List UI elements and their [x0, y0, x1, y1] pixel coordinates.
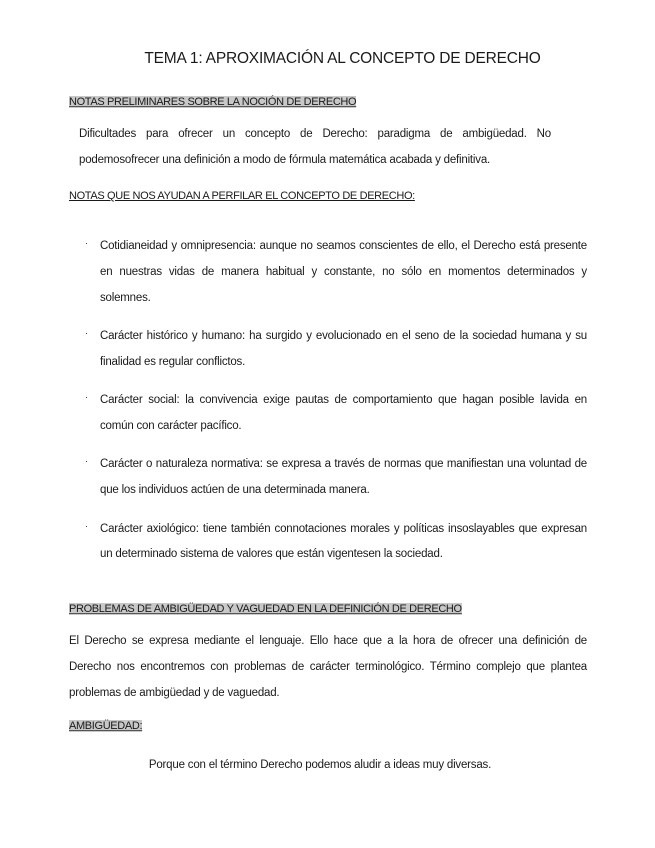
list-item	[85, 388, 587, 440]
paragraph-problemas: El Derecho se expresa mediante el lenguaje. Ello hace que a la hora de ofrecer una definición de Derecho nos encontremos con problemas de carácter terminológico. Término complejo que plantea problemas de ambigüedad y de vaguedad.	[69, 635, 587, 699]
section-heading-ambiguedad	[69, 718, 142, 734]
section-heading-notas: NOTAS QUE NOS AYUDAN A PERFILAR EL CONCEPTO DE DERECHO:	[69, 190, 415, 202]
highlighted-heading-text: AMBIGÜEDAD:	[69, 720, 143, 732]
section-heading-problemas	[69, 601, 462, 617]
bullet-icon: ·	[85, 327, 88, 338]
list-item-text: Carácter histórico y humano: ha surgido y evolucionado en el seno de la sociedad humana y su finalidad es regular conflictos.	[100, 329, 587, 368]
paragraph-preliminares: Dificultades para ofrecer un concepto de Derecho: paradigma de ambigüedad. No podemosofrecer una definición a modo de fórmula matemática acabada y definitiva.	[79, 128, 551, 166]
list-item-text: Cotidianeidad y omnipresencia: aunque no seamos conscientes de ello, el Derecho está presente en nuestras vidas de manera habitual y constante, no sólo en momentos determinados y solemnes.	[100, 240, 587, 304]
page-title: TEMA 1: APROXIMACIÓN AL CONCEPTO DE DERECHO	[144, 50, 541, 67]
list-item-text: Carácter o naturaleza normativa: se expresa a través de normas que manifiestan una voluntad de que los individuos actúen de una determinada manera.	[100, 458, 587, 497]
section-heading-preliminares	[69, 94, 356, 110]
list-item	[85, 517, 587, 569]
notes-bullet-list	[85, 234, 587, 581]
bullet-icon: ·	[85, 392, 88, 403]
list-item	[85, 452, 587, 504]
bullet-icon: ·	[85, 520, 88, 531]
highlighted-heading-text: NOTAS PRELIMINARES SOBRE LA NOCIÓN DE DERECHO	[69, 96, 357, 108]
paragraph-ambiguedad: Porque con el término Derecho podemos aludir a ideas muy diversas.	[148, 759, 492, 771]
highlighted-heading-text: PROBLEMAS DE AMBIGÜEDAD Y VAGUEDAD EN LA DEFINICIÓN DE DERECHO	[69, 603, 462, 615]
list-item	[85, 234, 587, 311]
bullet-icon: ·	[85, 456, 88, 467]
bullet-icon: ·	[85, 238, 88, 248]
list-item-text: Carácter social: la convivencia exige pautas de comportamiento que hagan posible lavida en común con carácter pacífico.	[100, 394, 587, 432]
list-item-text: Carácter axiológico: tiene también connotaciones morales y políticas insoslayables que expresan un determinado sistema de valores que están vigentesen la sociedad.	[100, 522, 587, 561]
list-item	[85, 324, 587, 376]
